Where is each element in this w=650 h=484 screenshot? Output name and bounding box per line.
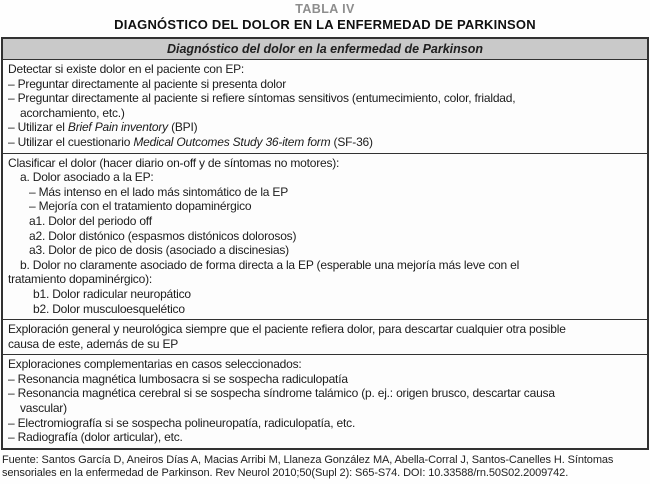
text-segment: a. Dolor asociado a la EP: [20, 170, 154, 185]
text-line [8, 416, 643, 431]
text-segment: – Preguntar directamente al paciente si refiere síntomas sensitivos (entumecimiento, color, frialdad, [8, 91, 516, 106]
text-segment: – Mejoría con el tratamiento dopaminérgico [29, 199, 252, 214]
text-line [8, 77, 643, 92]
text-line [8, 357, 643, 372]
text-line [8, 120, 643, 135]
text-line [8, 287, 643, 302]
text-segment: – Radiografía (dolor articular), etc. [8, 430, 183, 445]
text-segment: – Electromiografía si se sospecha polineuropatía, radiculopatía, etc. [8, 415, 356, 430]
text-line [8, 372, 643, 387]
text-line [8, 258, 643, 273]
text-segment: – Preguntar directamente al paciente si presenta dolor [8, 76, 287, 91]
text-segment: acorchamiento, etc.) [20, 105, 125, 120]
text-segment: – Resonancia magnética cerebral si se sospecha síndrome talámico (p. ej.: origen brusco, descartar causa [8, 386, 555, 401]
text-line [8, 156, 643, 171]
text-segment: a2. Dolor distónico (espasmos distónicos dolorosos) [29, 228, 297, 243]
text-line [8, 386, 643, 401]
text-segment: a1. Dolor del periodo off [29, 213, 152, 228]
text-line [8, 135, 643, 150]
text-segment: Detectar si existe dolor en el paciente con EP: [8, 62, 245, 76]
text-line [8, 91, 643, 106]
text-line [8, 170, 643, 185]
table-section [3, 60, 647, 153]
text-segment: Exploraciones complementarias en casos seleccionados: [8, 357, 302, 372]
text-line [8, 272, 643, 287]
table-title: DIAGNÓSTICO DEL DOLOR EN LA ENFERMEDAD DE PARKINSON [114, 17, 536, 32]
text-segment: causa de este, además de su EP [8, 336, 179, 351]
text-line [8, 106, 643, 121]
text-segment: – Utilizar el [8, 120, 68, 135]
text-segment: Exploración general y neurológica siempre que el paciente refiera dolor, para descartar cualquier otra posible [8, 322, 566, 337]
table-body [3, 60, 647, 448]
italic-term: Medical Outcomes Study 36-item form [133, 134, 331, 149]
text-line [8, 337, 643, 352]
text-line [8, 214, 643, 229]
table-section [3, 354, 647, 448]
text-segment: a3. Dolor de pico de dosis (asociado a discinesias) [29, 243, 289, 258]
text-segment: – Utilizar el cuestionario [8, 134, 134, 149]
text-line [8, 199, 643, 214]
text-line [8, 185, 643, 200]
text-segment: Clasificar el dolor (hacer diario on-off y de síntomas no motores): [8, 155, 340, 170]
italic-term: Brief Pain inventory [67, 120, 168, 135]
text-segment: vascular) [20, 401, 67, 416]
text-segment: (SF-36) [330, 134, 373, 149]
text-line [8, 401, 643, 416]
diagnosis-table [1, 37, 649, 450]
text-line [8, 229, 643, 244]
text-segment: b2. Dolor musculoesquelético [33, 301, 185, 316]
text-line [8, 430, 643, 445]
text-line [8, 322, 643, 337]
text-line [8, 243, 643, 258]
text-line [8, 62, 643, 77]
table-section [3, 153, 647, 320]
table-number-label: TABLA IV [295, 2, 355, 16]
table-header-row: Diagnóstico del dolor en la enfermedad de Parkinson [3, 39, 647, 60]
text-segment: – Más intenso en el lado más sintomático de la EP [29, 184, 289, 199]
text-line [8, 302, 643, 317]
text-segment: tratamiento dopaminérgico): [8, 272, 153, 287]
text-segment: b. Dolor no claramente asociado de forma directa a la EP (esperable una mejoría más leve con el [20, 257, 520, 272]
text-segment: – Resonancia magnética lumbosacra si se sospecha radiculopatía [8, 371, 348, 386]
source-citation: Fuente: Santos García D, Aneiros Días A, Macias Arribi M, Llaneza González MA, Abella-Corral J, Santos-Canelles H. Síntomas sensoriales en la enfermedad de Parkinson. Rev Neurol 2010;50(Supl 2): S65-S74. DOI: 10.33588/rn.50S02.2009742. [2, 453, 614, 480]
text-segment: b1. Dolor radicular neuropático [33, 286, 191, 301]
title-block [0, 0, 650, 33]
text-segment: (BPI) [167, 120, 198, 135]
table-section [3, 319, 647, 354]
